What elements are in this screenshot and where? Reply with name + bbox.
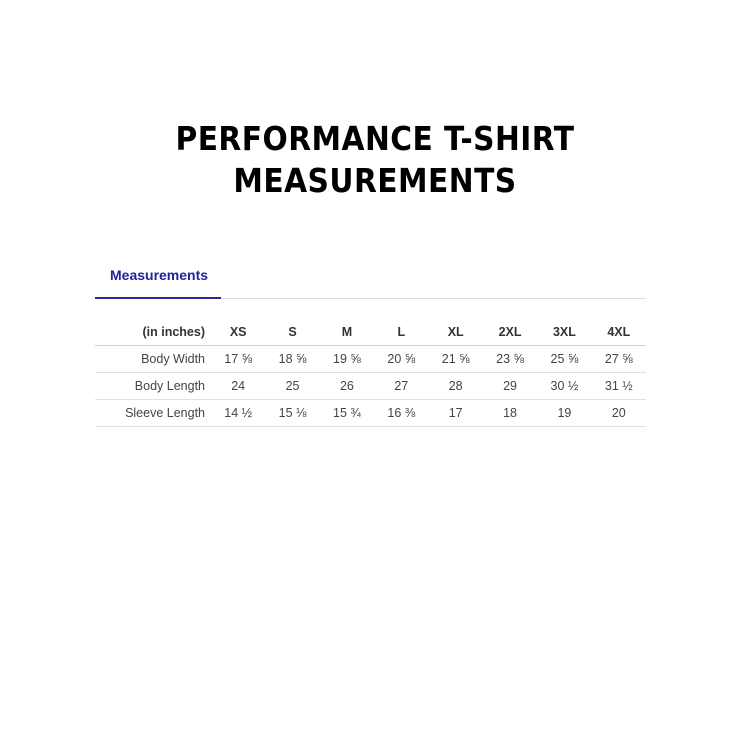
- table-cell: 18: [483, 400, 537, 427]
- table-cell: 26: [320, 373, 374, 400]
- size-header: M: [320, 318, 374, 346]
- table-cell: 20 ⅝: [374, 346, 428, 373]
- table-cell: 30 ½: [537, 373, 591, 400]
- table-cell: 15 ¾: [320, 400, 374, 427]
- table-cell: 20: [592, 400, 646, 427]
- table-cell: 28: [429, 373, 483, 400]
- table-cell: 16 ⅜: [374, 400, 428, 427]
- table-cell: 29: [483, 373, 537, 400]
- table-cell: 21 ⅝: [429, 346, 483, 373]
- page-title: [38, 118, 713, 202]
- table-cell: 27 ⅝: [592, 346, 646, 373]
- table-cell: 24: [211, 373, 265, 400]
- table-cell: 19 ⅝: [320, 346, 374, 373]
- table-cell: 14 ½: [211, 400, 265, 427]
- table-cell: 25: [265, 373, 319, 400]
- table-cell: 25 ⅝: [537, 346, 591, 373]
- unit-header: (in inches): [95, 318, 211, 346]
- row-label: Body Width: [95, 346, 211, 373]
- tab-bar: [95, 258, 646, 299]
- table-cell: 31 ½: [592, 373, 646, 400]
- table-header-row: [95, 318, 646, 346]
- row-label: Body Length: [95, 373, 211, 400]
- table-cell: 17 ⅝: [211, 346, 265, 373]
- size-header: S: [265, 318, 319, 346]
- row-label: Sleeve Length: [95, 400, 211, 427]
- page-title-line-2: MEASUREMENTS: [233, 161, 517, 200]
- size-header: XL: [429, 318, 483, 346]
- tab-measurements-label: Measurements: [110, 267, 209, 283]
- table-row: [95, 346, 646, 373]
- table-cell: 17: [429, 400, 483, 427]
- table-row: [95, 400, 646, 427]
- table-cell: 18 ⅝: [265, 346, 319, 373]
- table-cell: 19: [537, 400, 591, 427]
- size-header: 4XL: [592, 318, 646, 346]
- page-title-line-1: PERFORMANCE T-SHIRT: [175, 119, 575, 158]
- table-cell: 23 ⅝: [483, 346, 537, 373]
- table-row: [95, 373, 646, 400]
- size-header: L: [374, 318, 428, 346]
- size-header: 2XL: [483, 318, 537, 346]
- size-header: XS: [211, 318, 265, 346]
- table-cell: 27: [374, 373, 428, 400]
- size-header: 3XL: [537, 318, 591, 346]
- size-chart-table: [95, 318, 646, 427]
- table-cell: 15 ⅛: [265, 400, 319, 427]
- tab-measurements[interactable]: [95, 258, 221, 299]
